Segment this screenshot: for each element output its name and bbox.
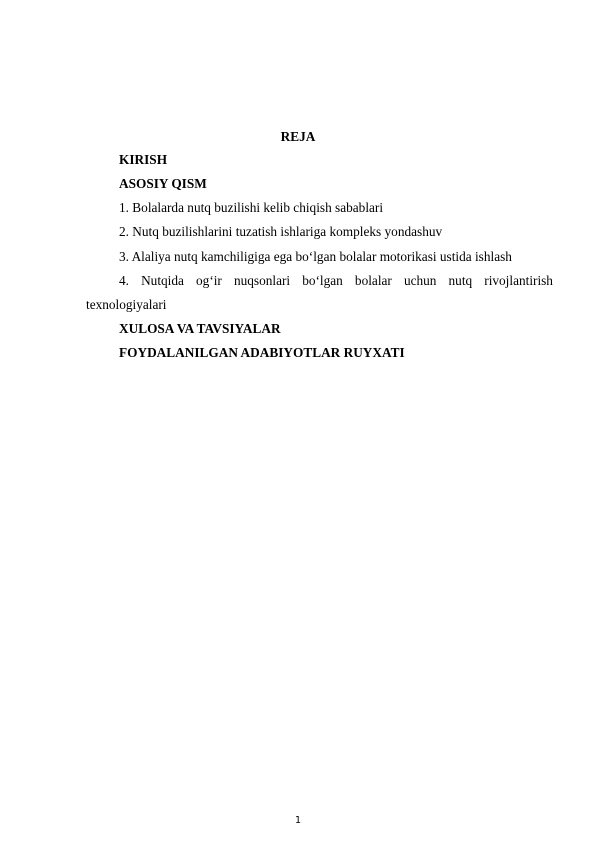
- page-number: 1: [294, 815, 302, 826]
- toc-item-4-word: bolalar: [354, 273, 392, 288]
- toc-item-4: [119, 273, 553, 289]
- toc-item-4-continuation: texnologiyalari: [86, 297, 167, 312]
- toc-item-2: 2. Nutq buzilishlarini tuzatish ishlariga kompleks yondashuv: [119, 224, 443, 239]
- toc-item-kirish: KIRISH: [119, 152, 168, 167]
- toc-item-4-word: bo‘lgan: [302, 273, 343, 288]
- toc-item-4-word: 4.: [119, 273, 129, 288]
- toc-item-4-word: Nutqida: [141, 273, 184, 288]
- toc-item-3: 3. Alaliya nutq kamchiligiga ega bo‘lgan bolalar motorikasi ustida ishlash: [119, 249, 512, 264]
- toc-item-references: FOYDALANILGAN ADABIYOTLAR RUYXATI: [119, 345, 405, 360]
- toc-item-4-word: nuqsonlari: [233, 273, 291, 288]
- toc-item-4-word: nutq: [448, 273, 473, 288]
- toc-item-4-word: uchun: [403, 273, 437, 288]
- toc-item-1: 1. Bolalarda nutq buzilishi kelib chiqish sabablari: [119, 200, 384, 215]
- page-title: REJA: [280, 129, 316, 144]
- toc-item-4-word: og‘ir: [196, 273, 222, 288]
- toc-item-4-word: rivojlantirish: [484, 273, 553, 288]
- toc-item-asosiy-qism: ASOSIY QISM: [119, 176, 207, 191]
- toc-item-conclusion: XULOSA VA TAVSIYALAR: [119, 321, 281, 336]
